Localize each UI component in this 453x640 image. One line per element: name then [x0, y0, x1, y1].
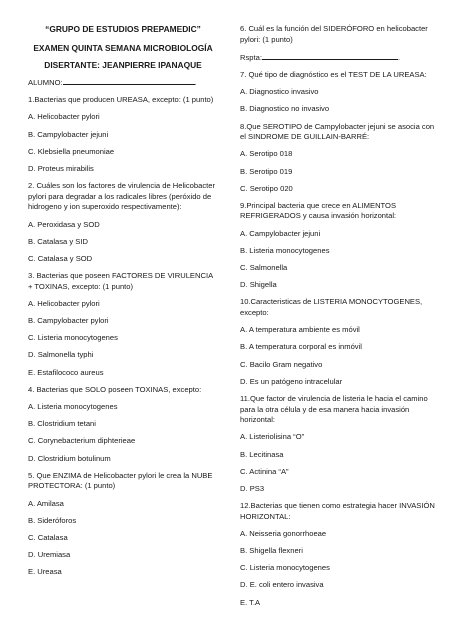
question-12-option-a: A. Neisseria gonorrhoeae	[240, 528, 327, 538]
question-8: 8.Que SEROTIPO de Campylobacter jejuni se asocia con el SINDROME DE GUILLAIN-BARRÉ:	[240, 121, 435, 142]
question-12-option-b: B. Shigella flexneri	[240, 546, 303, 556]
question-12: 12.Bacterias que tienen como estrategia hacer INVASIÓN HORIZONTAL:	[240, 501, 435, 521]
question-6-answer-blank[interactable]	[262, 52, 401, 62]
question-2: 2. Cuáles son los factores de virulencia de Helicobacter pylori para degradar a los radicales libres (peróxido de hidrogeno y ion superoxido respectivamente):	[28, 181, 215, 212]
question-1-option-d: D. Proteus mirabilis	[28, 163, 94, 173]
question-5-option-b: B. Sideróforos	[28, 515, 77, 525]
left-column	[28, 24, 218, 584]
question-2-option-c: C. Catalasa y SOD	[28, 253, 93, 263]
question-2-option-b: B. Catalasa y SID	[28, 236, 88, 246]
question-11-option-a: A. Listeriolisina “O”	[240, 432, 305, 442]
question-9-option-a: A. Campylobacter jejuni	[240, 228, 321, 238]
question-6-answer-line	[240, 52, 435, 64]
question-12-option-d: D. E. coli entero invasiva	[240, 580, 324, 590]
student-name-line	[28, 77, 218, 89]
question-11: 11.Que factor de virulencia de listeria le hacia el camino para la otra célula y de esa manera hacia invasión horizontal:	[240, 393, 428, 425]
question-11-option-d: D. PS3	[240, 483, 265, 493]
question-4-option-c: C. Corynebacterium diphterieae	[28, 436, 136, 446]
question-8-option-b: B. Serotipo 019	[240, 166, 293, 176]
question-6: 6. Cuál es la función del SIDERÓFORO en helicobacter pylori: (1 punto)	[240, 24, 428, 44]
question-10-option-b: B. A temperatura corporal es inmóvil	[240, 342, 362, 352]
question-9-option-d: D. Shigella	[240, 280, 277, 290]
question-4: 4. Bacterias que SOLO poseen TOXINAS, excepto:	[28, 384, 202, 394]
question-3-option-e: E. Estafilococo aureus	[28, 367, 104, 377]
student-name-blank[interactable]	[63, 77, 195, 85]
question-7: 7. Qué tipo de diagnóstico es el TEST DE LA UREASA:	[240, 69, 427, 79]
question-3-option-c: C. Listeria monocytogenes	[28, 333, 118, 343]
question-6-answer-trailing: .	[397, 52, 401, 62]
question-5-option-e: E. Ureasa	[28, 567, 62, 577]
question-11-option-c: C. Actinina “A”	[240, 466, 289, 476]
question-9: 9.Principal bacteria que crece en ALIMENTOS REFRIGERADOS y causa invasión horizontal:	[240, 200, 397, 221]
question-5-option-d: D. Uremiasa	[28, 550, 71, 560]
question-4-option-d: D. Clostridium botulinum	[28, 453, 111, 463]
question-3-option-b: B. Campylobacter pylori	[28, 316, 109, 326]
question-1-option-c: C. Klebsiella pneumoniae	[28, 146, 115, 156]
question-3: 3. Bacterias que poseen FACTORES DE VIRULENCIA + TOXINAS, excepto: (1 punto)	[28, 271, 213, 291]
question-9-option-c: C. Salmonella	[240, 263, 288, 273]
question-10-option-d: D. Es un patógeno intracelular	[240, 376, 343, 386]
question-10-option-a: A. A temperatura ambiente es móvil	[240, 325, 360, 335]
question-1: 1.Bacterias que producen UREASA, excepto: (1 punto)	[28, 95, 214, 105]
student-name-trailing: .	[194, 78, 197, 87]
question-5: 5. Que ENZIMA de Helicobacter pylori le crea la NUBE PROTECTORA: (1 punto)	[28, 470, 213, 491]
header-lecturer: DISERTANTE: JEANPIERRE IPANAQUE	[44, 60, 202, 70]
question-9-option-b: B. Listeria monocytogenes	[240, 245, 330, 255]
question-5-option-a: A. Amilasa	[28, 498, 64, 508]
question-10-option-c: C. Bacilo Gram negativo	[240, 359, 323, 369]
question-1-option-b: B. Campylobacter jejuni	[28, 129, 109, 139]
question-3-option-d: D. Salmonella typhi	[28, 350, 94, 360]
question-11-option-b: B. Lecitinasa	[240, 449, 284, 459]
question-3-option-a: A. Helicobacter pylori	[28, 298, 100, 308]
question-5-option-c: C. Catalasa	[28, 532, 68, 542]
question-2-option-a: A. Peroxidasa y SOD	[28, 219, 100, 229]
header-exam-title: EXAMEN QUINTA SEMANA MICROBIOLOGÍA	[33, 43, 213, 53]
question-7-option-a: A. Diagnostico invasivo	[240, 87, 319, 97]
question-4-option-b: B. Clostridium tetani	[28, 419, 96, 429]
question-12-option-c: C. Listeria monocytogenes	[240, 563, 330, 573]
question-8-option-c: C. Serotipo 020	[240, 183, 293, 193]
header-group-title: “GRUPO DE ESTUDIOS PREPAMEDIC”	[45, 24, 201, 34]
question-10: 10.Caracteristicas de LISTERIA MONOCYTOGENES, excepto:	[240, 297, 423, 317]
question-12-option-e: E. T.A	[240, 597, 261, 607]
question-6-answer-label: Rspta:	[240, 52, 262, 62]
question-7-option-b: B. Diagnostico no invasivo	[240, 104, 330, 114]
student-name-label: ALUMNO:	[28, 78, 63, 87]
question-4-option-a: A. Listeria monocytogenes	[28, 401, 118, 411]
right-column	[240, 24, 435, 615]
question-1-option-a: A. Helicobacter pylori	[28, 112, 100, 122]
question-8-option-a: A. Serotipo 018	[240, 149, 293, 159]
